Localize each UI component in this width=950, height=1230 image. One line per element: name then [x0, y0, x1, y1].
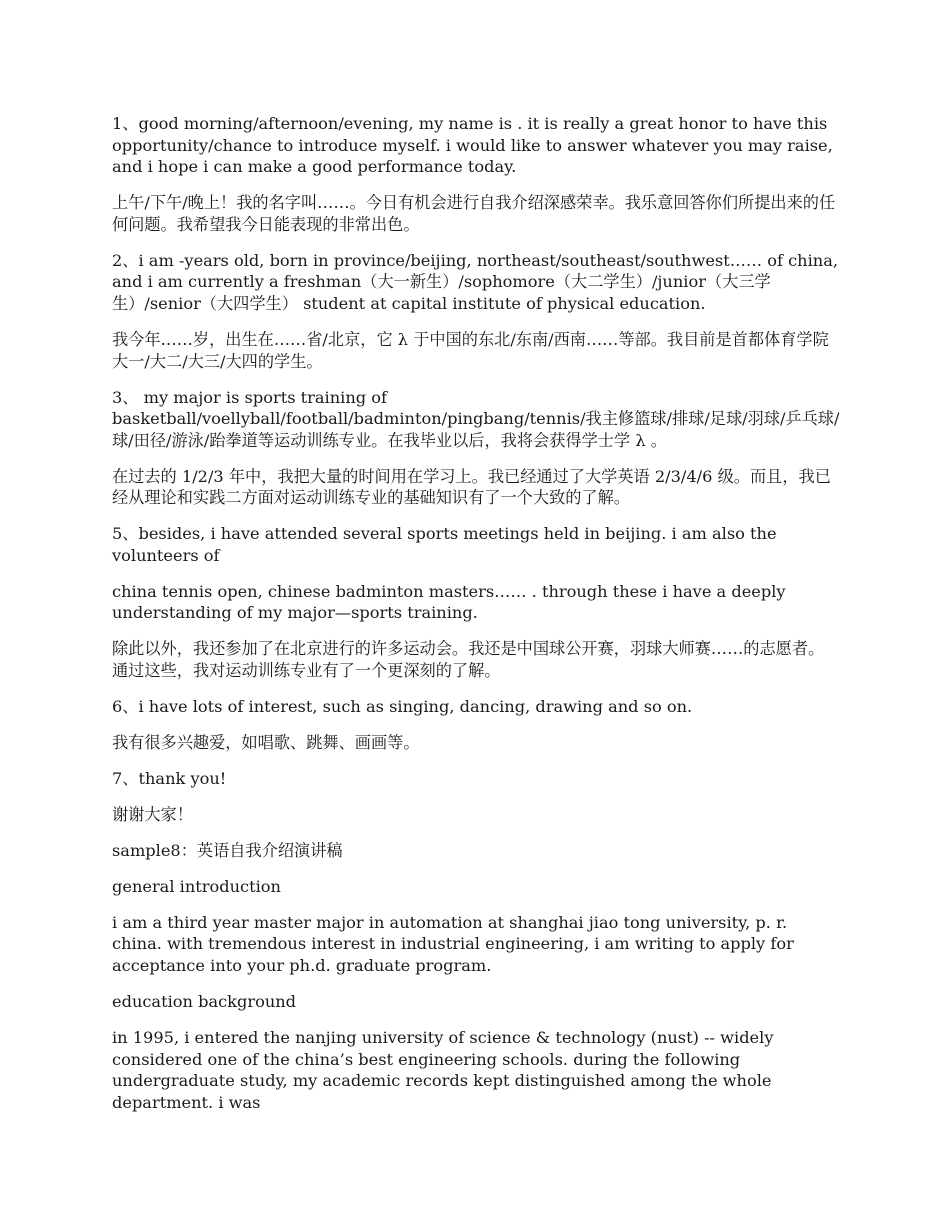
paragraph-education-background: in 1995, i entered the nanjing university of science & technology (nust) -- widely considered one of the china’s best engineering schools. during the following undergraduate study, my academic records kept distinguished among the whole department. i was — [112, 1028, 774, 1112]
paragraph-thanks-cn: 谢谢大家！ — [112, 804, 193, 824]
paragraph-intro-greeting-cn: 上午/下午/晚上！我的名字叫……。今日有机会进行自我介绍深感荣幸。我乐意回答你们所提出来的任何问题。我希望我今日能表现的非常出色。 — [112, 193, 836, 234]
section-heading-general-introduction: general introduction — [112, 876, 281, 896]
paragraph-age-origin-cn: 我今年……岁，出生在……省/北京，它 λ 于中国的东北/东南/西南……等部。我目前是首都体育学院大一/大二/大三/大四的学生。 — [112, 329, 829, 371]
paragraph-age-origin: 2、i am -years old, born in province/beijing, northeast/southeast/southwest…… of china, and i am currently a freshman（大一新生）/sophomore（大二学生）/junior（大三学生）/senior（大四学生） student at capital institute of physical education. — [112, 250, 839, 313]
paragraph-intro-greeting: 1、good morning/afternoon/evening, my name is . it is really a great honor to have this opportunity/chance to introduce myself. i would like to answer whatever you may raise, and i hope i can make a good performance today. — [112, 114, 833, 177]
section-heading-sample8: sample8：英语自我介绍演讲稿 — [112, 840, 343, 860]
paragraph-thanks: 7、thank you! — [112, 768, 227, 788]
paragraph-major: 3、 my major is sports training of basketball/voellyball/football/badminton/pingbang/tennis/我主修篮球/排球/足球/羽球/乒乓球/球/田径/游泳/跆拳道等运动训练专业。在我毕业以后，我将会获得学士学 λ 。 — [112, 387, 840, 450]
document-body — [112, 113, 840, 1128]
paragraph-interests: 6、i have lots of interest, such as singing, dancing, drawing and so on. — [112, 696, 693, 716]
paragraph-study-cn: 在过去的 1/2/3 年中，我把大量的时间用在学习上。我已经通过了大学英语 2/3/4/6 级。而且，我已经从理论和实践二方面对运动训练专业的基础知识有了一个大致的了解。 — [112, 466, 831, 508]
paragraph-sports-meetings: 5、besides, i have attended several sports meetings held in beijing. i am also the volunteers of — [112, 524, 777, 565]
paragraph-volunteer-cn: 除此以外，我还参加了在北京进行的许多运动会。我还是中国球公开赛，羽球大师赛……的志愿者。通过这些，我对运动训练专业有了一个更深刻的了解。 — [112, 639, 825, 680]
section-heading-education-background: education background — [112, 992, 297, 1012]
paragraph-interests-cn: 我有很多兴趣爱，如唱歌、跳舞、画画等。 — [112, 732, 420, 752]
paragraph-general-introduction: i am a third year master major in automation at shanghai jiao tong university, p. r. china. with tremendous interest in industrial engineering, i am writing to apply for acceptance into your ph.d. graduate program. — [112, 912, 794, 976]
paragraph-volunteer: china tennis open, chinese badminton masters…… . through these i have a deeply understanding of my major—sports training. — [112, 581, 786, 623]
